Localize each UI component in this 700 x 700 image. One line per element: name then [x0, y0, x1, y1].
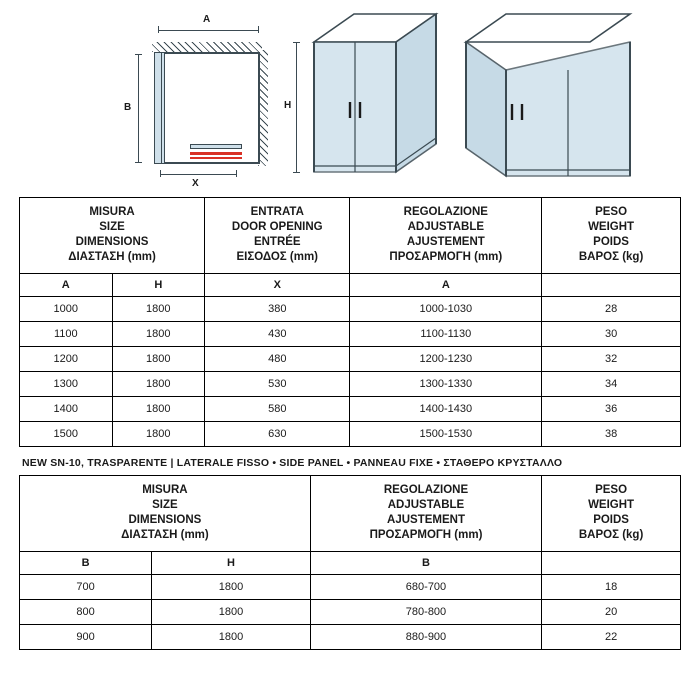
- cell2-size-h: 1800: [152, 575, 311, 600]
- cell-weight: 38: [542, 422, 681, 447]
- cell2-size-b: 800: [20, 600, 152, 625]
- header-entrata: [205, 198, 350, 274]
- table2-subheader-row: [20, 552, 681, 575]
- cell-size-a: 1400: [20, 397, 113, 422]
- dim-b-label: B: [124, 102, 132, 113]
- wall-hatch-top: [152, 42, 262, 52]
- header2-misura-l1: MISURA: [142, 484, 188, 496]
- header2-misura-l4: ΔΙΑΣΤΑΣΗ (mm): [121, 529, 209, 541]
- header2-regolazione-l2: ADJUSTABLE: [387, 499, 465, 511]
- header2-peso-l4: ΒΑΡΟΣ (kg): [578, 529, 644, 541]
- table-row: [20, 297, 681, 322]
- header2-peso-l3: POIDS: [593, 514, 629, 526]
- header-peso-l4: ΒΑΡΟΣ (kg): [578, 251, 644, 263]
- cell-opening-x: 480: [205, 347, 350, 372]
- cell-size-a: 1200: [20, 347, 113, 372]
- cell2-size-h: 1800: [152, 600, 311, 625]
- dim-h-tick-top: [293, 42, 300, 43]
- cell-opening-x: 430: [205, 322, 350, 347]
- cell-size-h: 1800: [112, 372, 205, 397]
- header2-regolazione-l3: AJUSTEMENT: [387, 514, 465, 526]
- header2-regolazione-l1: REGOLAZIONE: [383, 484, 469, 496]
- cell-opening-x: 630: [205, 422, 350, 447]
- cell2-size-b: 700: [20, 575, 152, 600]
- header-misura-l4: ΔΙΑΣΤΑΣΗ (mm): [68, 251, 156, 263]
- subheader-h: H: [112, 274, 205, 297]
- cell2-adjust-b: 680-700: [310, 575, 541, 600]
- door-opening-marker-2: [190, 157, 242, 159]
- header-peso-l2: WEIGHT: [588, 221, 635, 233]
- table-row: [20, 397, 681, 422]
- header2-misura-l3: DIMENSIONS: [128, 514, 202, 526]
- header2-regolazione-l4: ΠΡΟΣΑΡΜΟΓΗ (mm): [369, 529, 483, 541]
- cell-adjust-a: 1300-1330: [350, 372, 542, 397]
- table1-header-row: [20, 198, 681, 274]
- cell-weight: 30: [542, 322, 681, 347]
- cell2-weight: 22: [542, 625, 681, 650]
- cell-adjust-a: 1000-1030: [350, 297, 542, 322]
- dim-x-label: X: [192, 178, 200, 189]
- dim-x-line: [160, 174, 236, 175]
- dim-h-label: H: [284, 100, 292, 111]
- dim-h-line: [296, 42, 297, 172]
- subheader2-h: H: [152, 552, 311, 575]
- cell2-weight: 18: [542, 575, 681, 600]
- header-misura-l2: SIZE: [99, 221, 125, 233]
- dim-a-label: A: [203, 14, 211, 25]
- cell2-weight: 20: [542, 600, 681, 625]
- side-panel-section-title: NEW SN-10, TRASPARENTE | LATERALE FISSO • SIDE PANEL • PANNEAU FIXE • ΣΤΑΘΕΡΟ ΚΡΥΣΤΑΛΛΟ: [22, 457, 563, 469]
- header2-misura-l2: SIZE: [152, 499, 178, 511]
- header-entrata-l2: DOOR OPENING: [231, 221, 323, 233]
- cell-size-h: 1800: [112, 347, 205, 372]
- header-peso: [542, 198, 681, 274]
- cell2-size-b: 900: [20, 625, 152, 650]
- dim-b-tick-bottom: [135, 162, 142, 163]
- header-entrata-l4: ΕΙΣΟΔΟΣ (mm): [236, 251, 319, 263]
- cell2-adjust-b: 780-800: [310, 600, 541, 625]
- reverse-3d-svg: [460, 8, 635, 188]
- cell-size-h: 1800: [112, 322, 205, 347]
- header-regolazione-l4: ΠΡΟΣΑΡΜΟΓΗ (mm): [389, 251, 503, 263]
- subheader-adj-a: A: [350, 274, 542, 297]
- table-row: [20, 322, 681, 347]
- reverse-3d-diagram: [460, 8, 635, 188]
- cell-weight: 36: [542, 397, 681, 422]
- header-peso-l3: POIDS: [593, 236, 629, 248]
- subheader-x: X: [205, 274, 350, 297]
- header-misura-l3: DIMENSIONS: [75, 236, 149, 248]
- cell-opening-x: 530: [205, 372, 350, 397]
- cell-size-a: 1000: [20, 297, 113, 322]
- header2-regolazione: [310, 476, 541, 552]
- subheader2-b: B: [20, 552, 152, 575]
- table-row: [20, 625, 681, 650]
- cell-size-h: 1800: [112, 422, 205, 447]
- enclosure-top-edge: [154, 52, 260, 54]
- dim-x-tick-right: [236, 170, 237, 177]
- table-row: [20, 372, 681, 397]
- header-peso-l1: PESO: [595, 206, 628, 218]
- sliding-door-table: [19, 197, 681, 447]
- cell-opening-x: 580: [205, 397, 350, 422]
- cell-size-a: 1300: [20, 372, 113, 397]
- table-row: [20, 422, 681, 447]
- table2-header-row: [20, 476, 681, 552]
- enclosure-right-edge: [258, 52, 260, 164]
- subheader2-adj-b: B: [310, 552, 541, 575]
- front-3d-diagram: [284, 8, 440, 188]
- header-regolazione: [350, 198, 542, 274]
- side-panel-table: [19, 475, 681, 650]
- cell-size-a: 1500: [20, 422, 113, 447]
- header2-misura: [20, 476, 311, 552]
- plan-view-diagram: [124, 14, 275, 189]
- cell2-size-h: 1800: [152, 625, 311, 650]
- cell-size-a: 1100: [20, 322, 113, 347]
- header2-peso: [542, 476, 681, 552]
- dim-a-tick-right: [258, 26, 259, 33]
- dim-a-tick-left: [158, 26, 159, 33]
- table-row: [20, 600, 681, 625]
- header-regolazione-l1: REGOLAZIONE: [403, 206, 488, 218]
- front-3d-svg: [310, 8, 440, 188]
- dim-b-line: [138, 54, 139, 162]
- cell-weight: 32: [542, 347, 681, 372]
- header-regolazione-l3: AJUSTEMENT: [406, 236, 485, 248]
- header2-peso-l1: PESO: [595, 484, 628, 496]
- side-panel-glass-inner: [161, 52, 165, 164]
- dim-a-line: [158, 30, 258, 31]
- cell-weight: 34: [542, 372, 681, 397]
- subheader-weight-blank: [542, 274, 681, 297]
- cell-adjust-a: 1500-1530: [350, 422, 542, 447]
- cell-opening-x: 380: [205, 297, 350, 322]
- cell-adjust-a: 1100-1130: [350, 322, 542, 347]
- subheader2-weight-blank: [542, 552, 681, 575]
- dim-h-tick-bottom: [293, 172, 300, 173]
- header-misura-l1: MISURA: [89, 206, 135, 218]
- cell2-adjust-b: 880-900: [310, 625, 541, 650]
- header-misura: [20, 198, 205, 274]
- header2-peso-l2: WEIGHT: [588, 499, 635, 511]
- cell-size-h: 1800: [112, 297, 205, 322]
- door-panel: [190, 144, 242, 149]
- cell-weight: 28: [542, 297, 681, 322]
- header-entrata-l1: ENTRATA: [250, 206, 304, 218]
- dim-x-tick-left: [160, 170, 161, 177]
- cell-adjust-a: 1200-1230: [350, 347, 542, 372]
- subheader-a: A: [20, 274, 113, 297]
- cell-size-h: 1800: [112, 397, 205, 422]
- header-entrata-l3: ENTRÉE: [253, 236, 301, 248]
- diagram-area: [0, 0, 700, 195]
- table1-subheader-row: [20, 274, 681, 297]
- table-row: [20, 347, 681, 372]
- enclosure-bottom-edge: [154, 162, 260, 164]
- dim-b-tick-top: [135, 54, 142, 55]
- door-opening-marker: [190, 152, 242, 155]
- cell-adjust-a: 1400-1430: [350, 397, 542, 422]
- header-regolazione-l2: ADJUSTABLE: [407, 221, 485, 233]
- table-row: [20, 575, 681, 600]
